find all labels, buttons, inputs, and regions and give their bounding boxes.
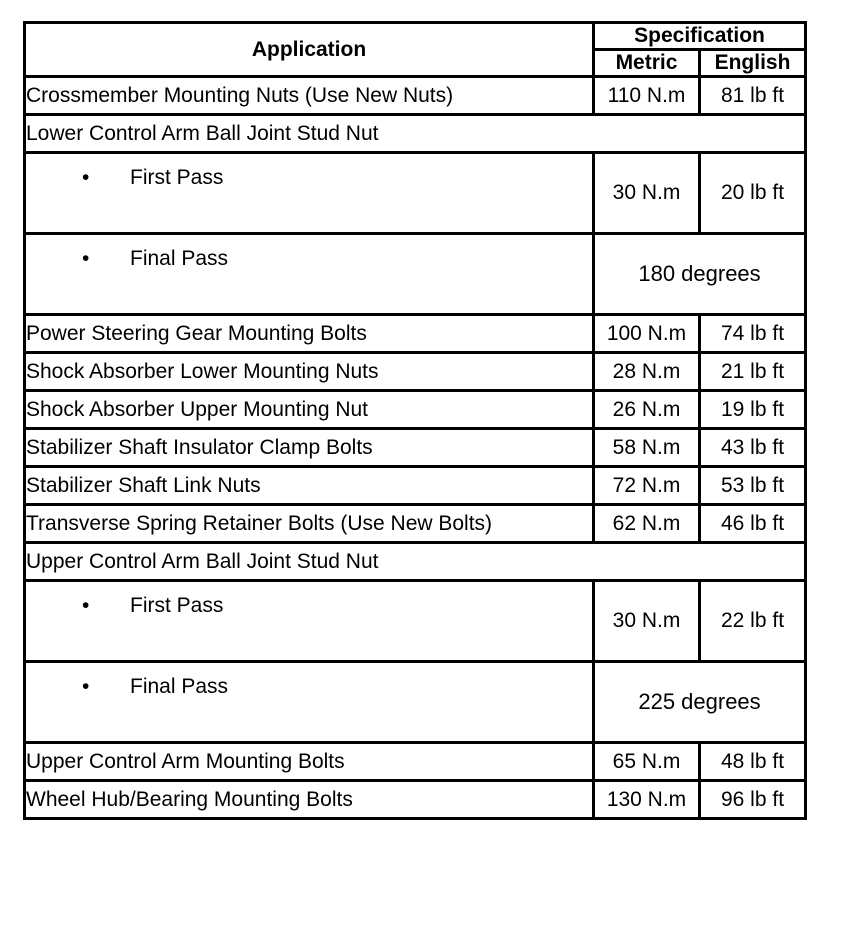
bullet-icon: • <box>82 166 90 189</box>
metric-cell: 28 N.m <box>594 353 700 391</box>
metric-header: Metric <box>594 50 700 77</box>
table-row <box>25 781 806 819</box>
table-row <box>25 505 806 543</box>
english-header: English <box>700 50 806 77</box>
table-row <box>25 581 806 662</box>
table-row <box>25 234 806 315</box>
step-label: Final Pass <box>130 675 229 698</box>
metric-cell: 62 N.m <box>594 505 700 543</box>
english-cell: 46 lb ft <box>700 505 806 543</box>
metric-cell: 30 N.m <box>594 153 700 234</box>
english-cell: 22 lb ft <box>700 581 806 662</box>
application-cell: Shock Absorber Upper Mounting Nut <box>25 391 594 429</box>
english-cell: 19 lb ft <box>700 391 806 429</box>
english-cell: 74 lb ft <box>700 315 806 353</box>
metric-cell: 30 N.m <box>594 581 700 662</box>
table-row <box>25 353 806 391</box>
table-row <box>25 543 806 581</box>
metric-cell: 72 N.m <box>594 467 700 505</box>
application-cell: Shock Absorber Lower Mounting Nuts <box>25 353 594 391</box>
english-cell: 20 lb ft <box>700 153 806 234</box>
group-heading-cell: Lower Control Arm Ball Joint Stud Nut <box>25 115 806 153</box>
table-row <box>25 153 806 234</box>
application-cell: Stabilizer Shaft Link Nuts <box>25 467 594 505</box>
metric-cell: 110 N.m <box>594 77 700 115</box>
sub-step-cell <box>25 153 594 234</box>
bullet-icon: • <box>82 675 90 698</box>
application-cell: Wheel Hub/Bearing Mounting Bolts <box>25 781 594 819</box>
sub-step-cell <box>25 581 594 662</box>
torque-spec-table <box>23 21 807 820</box>
table-row <box>25 743 806 781</box>
bullet-icon: • <box>82 594 90 617</box>
metric-cell: 65 N.m <box>594 743 700 781</box>
specification-header: Specification <box>594 23 806 50</box>
step-label: First Pass <box>130 594 224 617</box>
bullet-icon: • <box>82 247 90 270</box>
metric-cell: 100 N.m <box>594 315 700 353</box>
application-cell: Stabilizer Shaft Insulator Clamp Bolts <box>25 429 594 467</box>
english-cell: 21 lb ft <box>700 353 806 391</box>
application-cell: Crossmember Mounting Nuts (Use New Nuts) <box>25 77 594 115</box>
application-cell: Transverse Spring Retainer Bolts (Use New Bolts) <box>25 505 594 543</box>
angle-cell: 225 degrees <box>594 662 806 743</box>
english-cell: 53 lb ft <box>700 467 806 505</box>
step-label: First Pass <box>130 166 224 189</box>
metric-cell: 58 N.m <box>594 429 700 467</box>
metric-cell: 26 N.m <box>594 391 700 429</box>
group-heading-cell: Upper Control Arm Ball Joint Stud Nut <box>25 543 806 581</box>
sub-step-cell <box>25 234 594 315</box>
step-label: Final Pass <box>130 247 229 270</box>
table-row <box>25 429 806 467</box>
table-row <box>25 662 806 743</box>
table-row <box>25 77 806 115</box>
english-cell: 43 lb ft <box>700 429 806 467</box>
english-cell: 81 lb ft <box>700 77 806 115</box>
application-cell: Power Steering Gear Mounting Bolts <box>25 315 594 353</box>
sub-step-cell <box>25 662 594 743</box>
table-row <box>25 467 806 505</box>
metric-cell: 130 N.m <box>594 781 700 819</box>
english-cell: 48 lb ft <box>700 743 806 781</box>
table-row <box>25 115 806 153</box>
angle-cell: 180 degrees <box>594 234 806 315</box>
application-cell: Upper Control Arm Mounting Bolts <box>25 743 594 781</box>
application-header: Application <box>25 23 594 77</box>
english-cell: 96 lb ft <box>700 781 806 819</box>
table-row <box>25 315 806 353</box>
table-row <box>25 391 806 429</box>
